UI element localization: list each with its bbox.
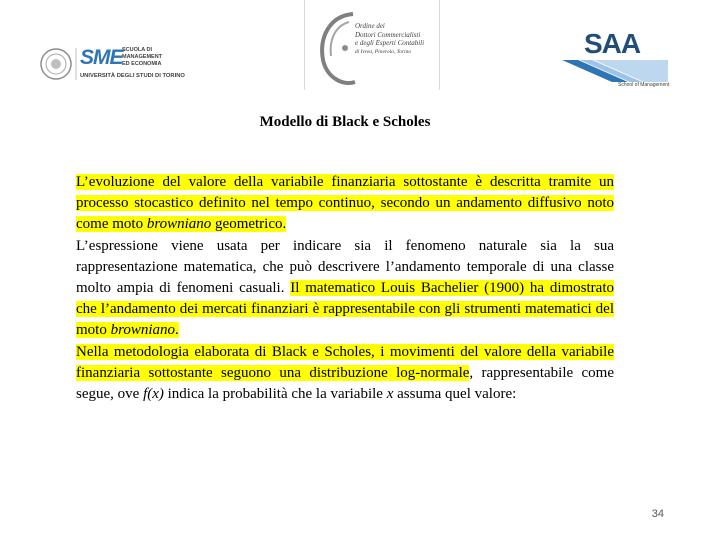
slide-title: Modello di Black e Scholes	[259, 114, 431, 130]
paragraph-1	[76, 172, 614, 236]
odcec-line1: Ordine dei	[355, 22, 385, 30]
odcec-line3: e degli Esperti Contabili	[355, 39, 425, 48]
p3-text-f: assuma quel valore:	[393, 386, 517, 403]
sme-abbrev: SME	[80, 46, 123, 69]
sme-logo	[40, 44, 185, 84]
p2-text-d: .	[175, 322, 179, 339]
paragraph-3	[76, 342, 614, 406]
sme-line2: ED ECONOMIA	[122, 61, 162, 67]
paragraph-2	[76, 236, 614, 342]
p2-text-c: browniano	[110, 322, 176, 339]
sme-line1: SCUOLA DI MANAGEMENT	[122, 47, 163, 60]
odcec-line4: di Ivrea, Pinerolo, Torino	[355, 48, 412, 55]
sme-line3: UNIVERSITÀ DEGLI STUDI DI TORINO	[80, 73, 185, 79]
saa-tagline: School of Management	[618, 82, 670, 88]
saa-abbrev: SAA	[584, 28, 641, 59]
p2-text-b: Il matematico Louis Bachelier (1900) ha dimostrato che l’andamento dei mercati finanziari è rappresentabile con gli strumenti matematici del moto	[76, 280, 614, 339]
p3-text-b: , rappresentabile come segue, ove	[76, 364, 614, 403]
odcec-line2: Dottori Commercialisti	[355, 30, 421, 39]
p3-text-d: indica la probabilità che la variabile	[163, 386, 387, 403]
p3-text-e: x	[386, 386, 394, 403]
odcec-logo	[304, 0, 440, 90]
p1-text-a: L’evoluzione del valore della variabile finanziaria sottostante è descritta tramite un processo stocastico definito nel tempo continuo, secondo un andamento diffusivo noto come moto	[76, 174, 614, 233]
p3-text-a: Nella metodologia elaborata di Black e Scholes, i movimenti del valore della variabile finanziaria sottostante seguono una distribuzione log-normale	[76, 343, 614, 381]
p3-text-c: f(x)	[143, 386, 164, 403]
page-number: 34	[651, 508, 664, 520]
saa-logo	[558, 28, 678, 92]
slide-body	[76, 172, 614, 405]
p2-text-a: L’espressione viene usata per indicare sia il fenomeno naturale sia la sua rappresentazione matematica, che può descrivere l’andamento temporale di una classe molto ampia di fenomeni casuali.	[76, 237, 614, 297]
p1-text-b: browniano	[146, 216, 212, 233]
logo-bar	[0, 0, 720, 100]
p1-text-c: geometrico.	[211, 216, 287, 233]
